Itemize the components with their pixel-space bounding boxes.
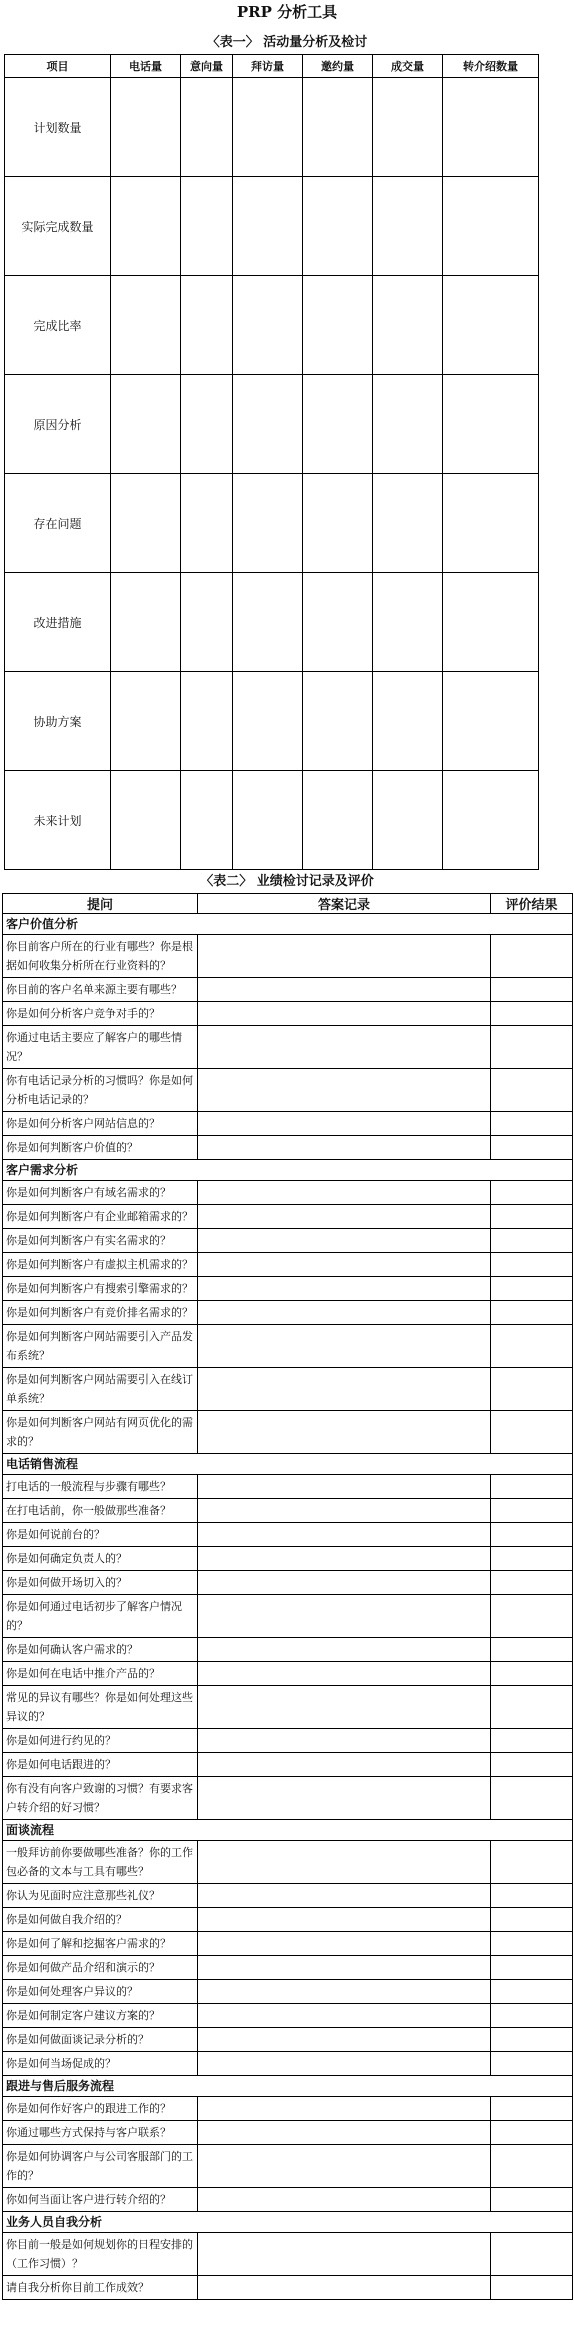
answer-cell[interactable] [198, 2052, 491, 2076]
header-intention-volume: 意向量 [181, 55, 233, 78]
question-row [3, 1277, 573, 1301]
input-cell[interactable] [443, 177, 539, 276]
question-text: 你通过电话主要应了解客户的哪些情况？ [3, 1026, 198, 1069]
input-cell[interactable] [233, 771, 303, 870]
question-text: 你是如何当场促成的？ [3, 2052, 198, 2076]
section-row [3, 914, 573, 935]
answer-cell[interactable] [198, 1277, 491, 1301]
input-cell[interactable] [181, 375, 233, 474]
question-text: 你如何当面让客户进行转介绍的？ [3, 2188, 198, 2212]
evaluation-cell[interactable] [491, 935, 573, 978]
answer-cell[interactable] [198, 2233, 491, 2276]
header-item: 项目 [5, 55, 111, 78]
answer-cell[interactable] [198, 2028, 491, 2052]
question-row [3, 1301, 573, 1325]
answer-cell[interactable] [198, 1753, 491, 1777]
question-row [3, 1499, 573, 1523]
evaluation-cell[interactable] [491, 2188, 573, 2212]
row-label: 计划数量 [5, 78, 111, 177]
answer-cell[interactable] [198, 1325, 491, 1368]
answer-cell[interactable] [198, 2188, 491, 2212]
section-title: 客户价值分析 [3, 914, 573, 935]
answer-cell[interactable] [198, 1547, 491, 1571]
question-row [3, 2233, 573, 2276]
question-text: 你是如何判断客户价值的？ [3, 1136, 198, 1160]
input-cell[interactable] [111, 672, 181, 771]
input-cell[interactable] [303, 276, 373, 375]
input-cell[interactable] [303, 672, 373, 771]
header-referral-count: 转介绍数量 [443, 55, 539, 78]
answer-cell[interactable] [198, 1777, 491, 1820]
answer-cell[interactable] [198, 1523, 491, 1547]
evaluation-cell[interactable] [491, 1980, 573, 2004]
answer-cell[interactable] [198, 1956, 491, 1980]
answer-cell[interactable] [198, 1136, 491, 1160]
section-title: 电话销售流程 [3, 1454, 573, 1475]
evaluation-cell[interactable] [491, 1499, 573, 1523]
question-text: 你有没有向客户致谢的习惯？有要求客户转介绍的好习惯？ [3, 1777, 198, 1820]
section-row [3, 1454, 573, 1475]
question-row [3, 1002, 573, 1026]
table1-row [5, 672, 539, 771]
row-label: 实际完成数量 [5, 177, 111, 276]
evaluation-cell[interactable] [491, 2276, 573, 2300]
question-text: 请自我分析你目前工作成效？ [3, 2276, 198, 2300]
input-cell[interactable] [181, 276, 233, 375]
answer-cell[interactable] [198, 2276, 491, 2300]
table1-row [5, 573, 539, 672]
question-row [3, 1523, 573, 1547]
evaluation-cell[interactable] [491, 1884, 573, 1908]
question-row [3, 1368, 573, 1411]
answer-cell[interactable] [198, 2121, 491, 2145]
section-title: 业务人员自我分析 [3, 2212, 573, 2233]
evaluation-cell[interactable] [491, 2097, 573, 2121]
question-text: 你通过哪些方式保持与客户联系？ [3, 2121, 198, 2145]
input-cell[interactable] [443, 375, 539, 474]
row-label: 存在问题 [5, 474, 111, 573]
answer-cell[interactable] [198, 1411, 491, 1454]
input-cell[interactable] [111, 276, 181, 375]
question-row [3, 1777, 573, 1820]
input-cell[interactable] [181, 474, 233, 573]
question-text: 你是如何做开场切入的？ [3, 1571, 198, 1595]
question-row [3, 1841, 573, 1884]
answer-cell[interactable] [198, 1112, 491, 1136]
input-cell[interactable] [233, 375, 303, 474]
header-visit-volume: 拜访量 [233, 55, 303, 78]
question-text: 你是如何进行约见的？ [3, 1729, 198, 1753]
input-cell[interactable] [181, 177, 233, 276]
input-cell[interactable] [303, 78, 373, 177]
evaluation-cell[interactable] [491, 1686, 573, 1729]
answer-cell[interactable] [198, 1729, 491, 1753]
answer-cell[interactable] [198, 2145, 491, 2188]
input-cell[interactable] [181, 672, 233, 771]
question-row [3, 1026, 573, 1069]
question-row [3, 1686, 573, 1729]
evaluation-cell[interactable] [491, 2028, 573, 2052]
question-row [3, 2052, 573, 2076]
input-cell[interactable] [373, 375, 443, 474]
input-cell[interactable] [373, 474, 443, 573]
question-row [3, 1638, 573, 1662]
evaluation-cell[interactable] [491, 1181, 573, 1205]
question-text: 你目前一般是如何规划你的日程安排的（工作习惯）？ [3, 2233, 198, 2276]
question-text: 你是如何确认客户需求的？ [3, 1638, 198, 1662]
row-label: 完成比率 [5, 276, 111, 375]
evaluation-cell[interactable] [491, 1841, 573, 1884]
question-text: 打电话的一般流程与步骤有哪些？ [3, 1475, 198, 1499]
evaluation-cell[interactable] [491, 1638, 573, 1662]
question-text: 你是如何在电话中推介产品的？ [3, 1662, 198, 1686]
question-text: 你是如何处理客户异议的？ [3, 1980, 198, 2004]
input-cell[interactable] [111, 573, 181, 672]
question-row [3, 1253, 573, 1277]
evaluation-cell[interactable] [491, 978, 573, 1002]
question-text: 你是如何作好客户的跟进工作的？ [3, 2097, 198, 2121]
question-row [3, 1932, 573, 1956]
question-text: 你是如何判断客户有竞价排名需求的？ [3, 1301, 198, 1325]
row-label: 改进措施 [5, 573, 111, 672]
section-title: 客户需求分析 [3, 1160, 573, 1181]
evaluation-cell[interactable] [491, 1026, 573, 1069]
question-text: 一般拜访前你要做哪些准备？你的工作包必备的文本与工具有哪些？ [3, 1841, 198, 1884]
evaluation-cell[interactable] [491, 1205, 573, 1229]
evaluation-cell[interactable] [491, 1277, 573, 1301]
input-cell[interactable] [233, 276, 303, 375]
question-text: 你是如何判断客户网站需要引入产品发布系统？ [3, 1325, 198, 1368]
input-cell[interactable] [443, 771, 539, 870]
input-cell[interactable] [303, 474, 373, 573]
question-row [3, 1229, 573, 1253]
input-cell[interactable] [233, 177, 303, 276]
question-row [3, 1325, 573, 1368]
evaluation-cell[interactable] [491, 1547, 573, 1571]
evaluation-cell[interactable] [491, 1956, 573, 1980]
answer-cell[interactable] [198, 1841, 491, 1884]
evaluation-cell[interactable] [491, 1325, 573, 1368]
evaluation-cell[interactable] [491, 1523, 573, 1547]
question-text: 常见的异议有哪些？你是如何处理这些异议的？ [3, 1686, 198, 1729]
question-row [3, 1547, 573, 1571]
question-text: 你是如何确定负责人的？ [3, 1547, 198, 1571]
question-row [3, 2028, 573, 2052]
input-cell[interactable] [373, 177, 443, 276]
table1-row [5, 771, 539, 870]
header-answer-record: 答案记录 [198, 894, 491, 914]
question-row [3, 1181, 573, 1205]
input-cell[interactable] [443, 672, 539, 771]
input-cell[interactable] [111, 78, 181, 177]
input-cell[interactable] [111, 375, 181, 474]
evaluation-cell[interactable] [491, 1069, 573, 1112]
header-call-volume: 电话量 [111, 55, 181, 78]
question-text: 你是如何通过电话初步了解客户情况的？ [3, 1595, 198, 1638]
evaluation-cell[interactable] [491, 1368, 573, 1411]
input-cell[interactable] [181, 771, 233, 870]
table1-row [5, 78, 539, 177]
question-row [3, 1956, 573, 1980]
question-row [3, 1136, 573, 1160]
header-question: 提问 [3, 894, 198, 914]
answer-cell[interactable] [198, 1980, 491, 2004]
row-label: 原因分析 [5, 375, 111, 474]
question-text: 你是如何做产品介绍和演示的？ [3, 1956, 198, 1980]
evaluation-cell[interactable] [491, 1475, 573, 1499]
question-row [3, 1205, 573, 1229]
question-row [3, 978, 573, 1002]
evaluation-cell[interactable] [491, 2145, 573, 2188]
answer-cell[interactable] [198, 2097, 491, 2121]
section-row [3, 2212, 573, 2233]
question-text: 你是如何了解和挖掘客户需求的？ [3, 1932, 198, 1956]
evaluation-cell[interactable] [491, 1411, 573, 1454]
answer-cell[interactable] [198, 1638, 491, 1662]
answer-cell[interactable] [198, 1884, 491, 1908]
input-cell[interactable] [443, 474, 539, 573]
evaluation-cell[interactable] [491, 1571, 573, 1595]
evaluation-cell[interactable] [491, 2004, 573, 2028]
question-row [3, 1112, 573, 1136]
evaluation-cell[interactable] [491, 1932, 573, 1956]
evaluation-cell[interactable] [491, 2233, 573, 2276]
question-text: 你是如何判断客户网站有网页优化的需求的？ [3, 1411, 198, 1454]
answer-cell[interactable] [198, 1662, 491, 1686]
answer-cell[interactable] [198, 978, 491, 1002]
evaluation-cell[interactable] [491, 1777, 573, 1820]
row-label: 未来计划 [5, 771, 111, 870]
section-row [3, 1820, 573, 1841]
evaluation-cell[interactable] [491, 2121, 573, 2145]
input-cell[interactable] [111, 771, 181, 870]
answer-cell[interactable] [198, 1686, 491, 1729]
answer-cell[interactable] [198, 1002, 491, 1026]
question-text: 你是如何判断客户有虚拟主机需求的？ [3, 1253, 198, 1277]
answer-cell[interactable] [198, 1181, 491, 1205]
question-text: 你是如何分析客户网站信息的？ [3, 1112, 198, 1136]
question-text: 你是如何电话跟进的？ [3, 1753, 198, 1777]
question-text: 你是如何判断客户有实名需求的？ [3, 1229, 198, 1253]
question-row [3, 1908, 573, 1932]
question-text: 你目前客户所在的行业有哪些？你是根据如何收集分析所在行业资料的？ [3, 935, 198, 978]
question-row [3, 1069, 573, 1112]
question-text: 你是如何分析客户竞争对手的？ [3, 1002, 198, 1026]
input-cell[interactable] [111, 474, 181, 573]
answer-cell[interactable] [198, 1253, 491, 1277]
input-cell[interactable] [443, 573, 539, 672]
section-title: 面谈流程 [3, 1820, 573, 1841]
table1-row [5, 177, 539, 276]
table1-row [5, 276, 539, 375]
input-cell[interactable] [303, 771, 373, 870]
table1-caption: 〈表一〉 活动量分析及检讨 [206, 35, 368, 50]
question-text: 你是如何协调客户与公司客服部门的工作的？ [3, 2145, 198, 2188]
row-label: 协助方案 [5, 672, 111, 771]
question-text: 你认为见面时应注意那些礼仪？ [3, 1884, 198, 1908]
evaluation-cell[interactable] [491, 1112, 573, 1136]
question-row [3, 1884, 573, 1908]
input-cell[interactable] [373, 771, 443, 870]
activity-analysis-table [4, 54, 539, 870]
evaluation-cell[interactable] [491, 1729, 573, 1753]
question-text: 你是如何判断客户有企业邮箱需求的？ [3, 1205, 198, 1229]
input-cell[interactable] [233, 573, 303, 672]
answer-cell[interactable] [198, 1205, 491, 1229]
answer-cell[interactable] [198, 2004, 491, 2028]
evaluation-cell[interactable] [491, 1253, 573, 1277]
input-cell[interactable] [373, 78, 443, 177]
question-text: 你是如何判断客户网站需要引入在线订单系统？ [3, 1368, 198, 1411]
table2-caption: 〈表二〉 业绩检讨记录及评价 [200, 874, 374, 889]
question-row [3, 1980, 573, 2004]
section-title: 跟进与售后服务流程 [3, 2076, 573, 2097]
input-cell[interactable] [373, 573, 443, 672]
input-cell[interactable] [303, 573, 373, 672]
input-cell[interactable] [443, 78, 539, 177]
input-cell[interactable] [233, 672, 303, 771]
question-row [3, 1411, 573, 1454]
question-text: 你有电话记录分析的习惯吗？你是如何分析电话记录的？ [3, 1069, 198, 1112]
input-cell[interactable] [303, 375, 373, 474]
table1-row [5, 375, 539, 474]
header-evaluation: 评价结果 [491, 894, 573, 914]
input-cell[interactable] [181, 78, 233, 177]
answer-cell[interactable] [198, 1229, 491, 1253]
input-cell[interactable] [443, 276, 539, 375]
input-cell[interactable] [111, 177, 181, 276]
input-cell[interactable] [373, 276, 443, 375]
question-text: 你是如何做面谈记录分析的？ [3, 2028, 198, 2052]
table2-header-row [3, 894, 573, 914]
evaluation-cell[interactable] [491, 1002, 573, 1026]
answer-cell[interactable] [198, 1908, 491, 1932]
question-text: 你是如何判断客户有搜索引擎需求的？ [3, 1277, 198, 1301]
question-row [3, 1475, 573, 1499]
table1-header-row [5, 55, 539, 78]
section-row [3, 2076, 573, 2097]
table1-row [5, 474, 539, 573]
question-text: 在打电话前，你一般做那些准备？ [3, 1499, 198, 1523]
input-cell[interactable] [303, 177, 373, 276]
question-text: 你是如何判断客户有域名需求的？ [3, 1181, 198, 1205]
answer-cell[interactable] [198, 1069, 491, 1112]
evaluation-cell[interactable] [491, 1595, 573, 1638]
evaluation-cell[interactable] [491, 1136, 573, 1160]
question-row [3, 2004, 573, 2028]
input-cell[interactable] [233, 78, 303, 177]
question-text: 你是如何制定客户建议方案的？ [3, 2004, 198, 2028]
evaluation-cell[interactable] [491, 1908, 573, 1932]
question-row [3, 935, 573, 978]
question-row [3, 1753, 573, 1777]
evaluation-cell[interactable] [491, 1301, 573, 1325]
answer-cell[interactable] [198, 1368, 491, 1411]
question-row [3, 2276, 573, 2300]
answer-cell[interactable] [198, 1475, 491, 1499]
evaluation-cell[interactable] [491, 2052, 573, 2076]
evaluation-cell[interactable] [491, 1662, 573, 1686]
answer-cell[interactable] [198, 1026, 491, 1069]
question-row [3, 1571, 573, 1595]
answer-cell[interactable] [198, 1499, 491, 1523]
input-cell[interactable] [181, 573, 233, 672]
input-cell[interactable] [373, 672, 443, 771]
header-deal-volume: 成交量 [373, 55, 443, 78]
question-text: 你目前的客户名单来源主要有哪些？ [3, 978, 198, 1002]
document-title: PRP 分析工具 [236, 3, 338, 21]
header-invite-volume: 邀约量 [303, 55, 373, 78]
answer-cell[interactable] [198, 935, 491, 978]
section-row [3, 1160, 573, 1181]
question-row [3, 2145, 573, 2188]
performance-review-table [2, 893, 573, 2300]
answer-cell[interactable] [198, 1301, 491, 1325]
evaluation-cell[interactable] [491, 1753, 573, 1777]
input-cell[interactable] [233, 474, 303, 573]
answer-cell[interactable] [198, 1932, 491, 1956]
question-row [3, 2188, 573, 2212]
question-row [3, 1729, 573, 1753]
evaluation-cell[interactable] [491, 1229, 573, 1253]
question-text: 你是如何做自我介绍的？ [3, 1908, 198, 1932]
question-row [3, 1662, 573, 1686]
question-text: 你是如何说前台的？ [3, 1523, 198, 1547]
answer-cell[interactable] [198, 1595, 491, 1638]
question-row [3, 2121, 573, 2145]
question-row [3, 2097, 573, 2121]
answer-cell[interactable] [198, 1571, 491, 1595]
question-row [3, 1595, 573, 1638]
